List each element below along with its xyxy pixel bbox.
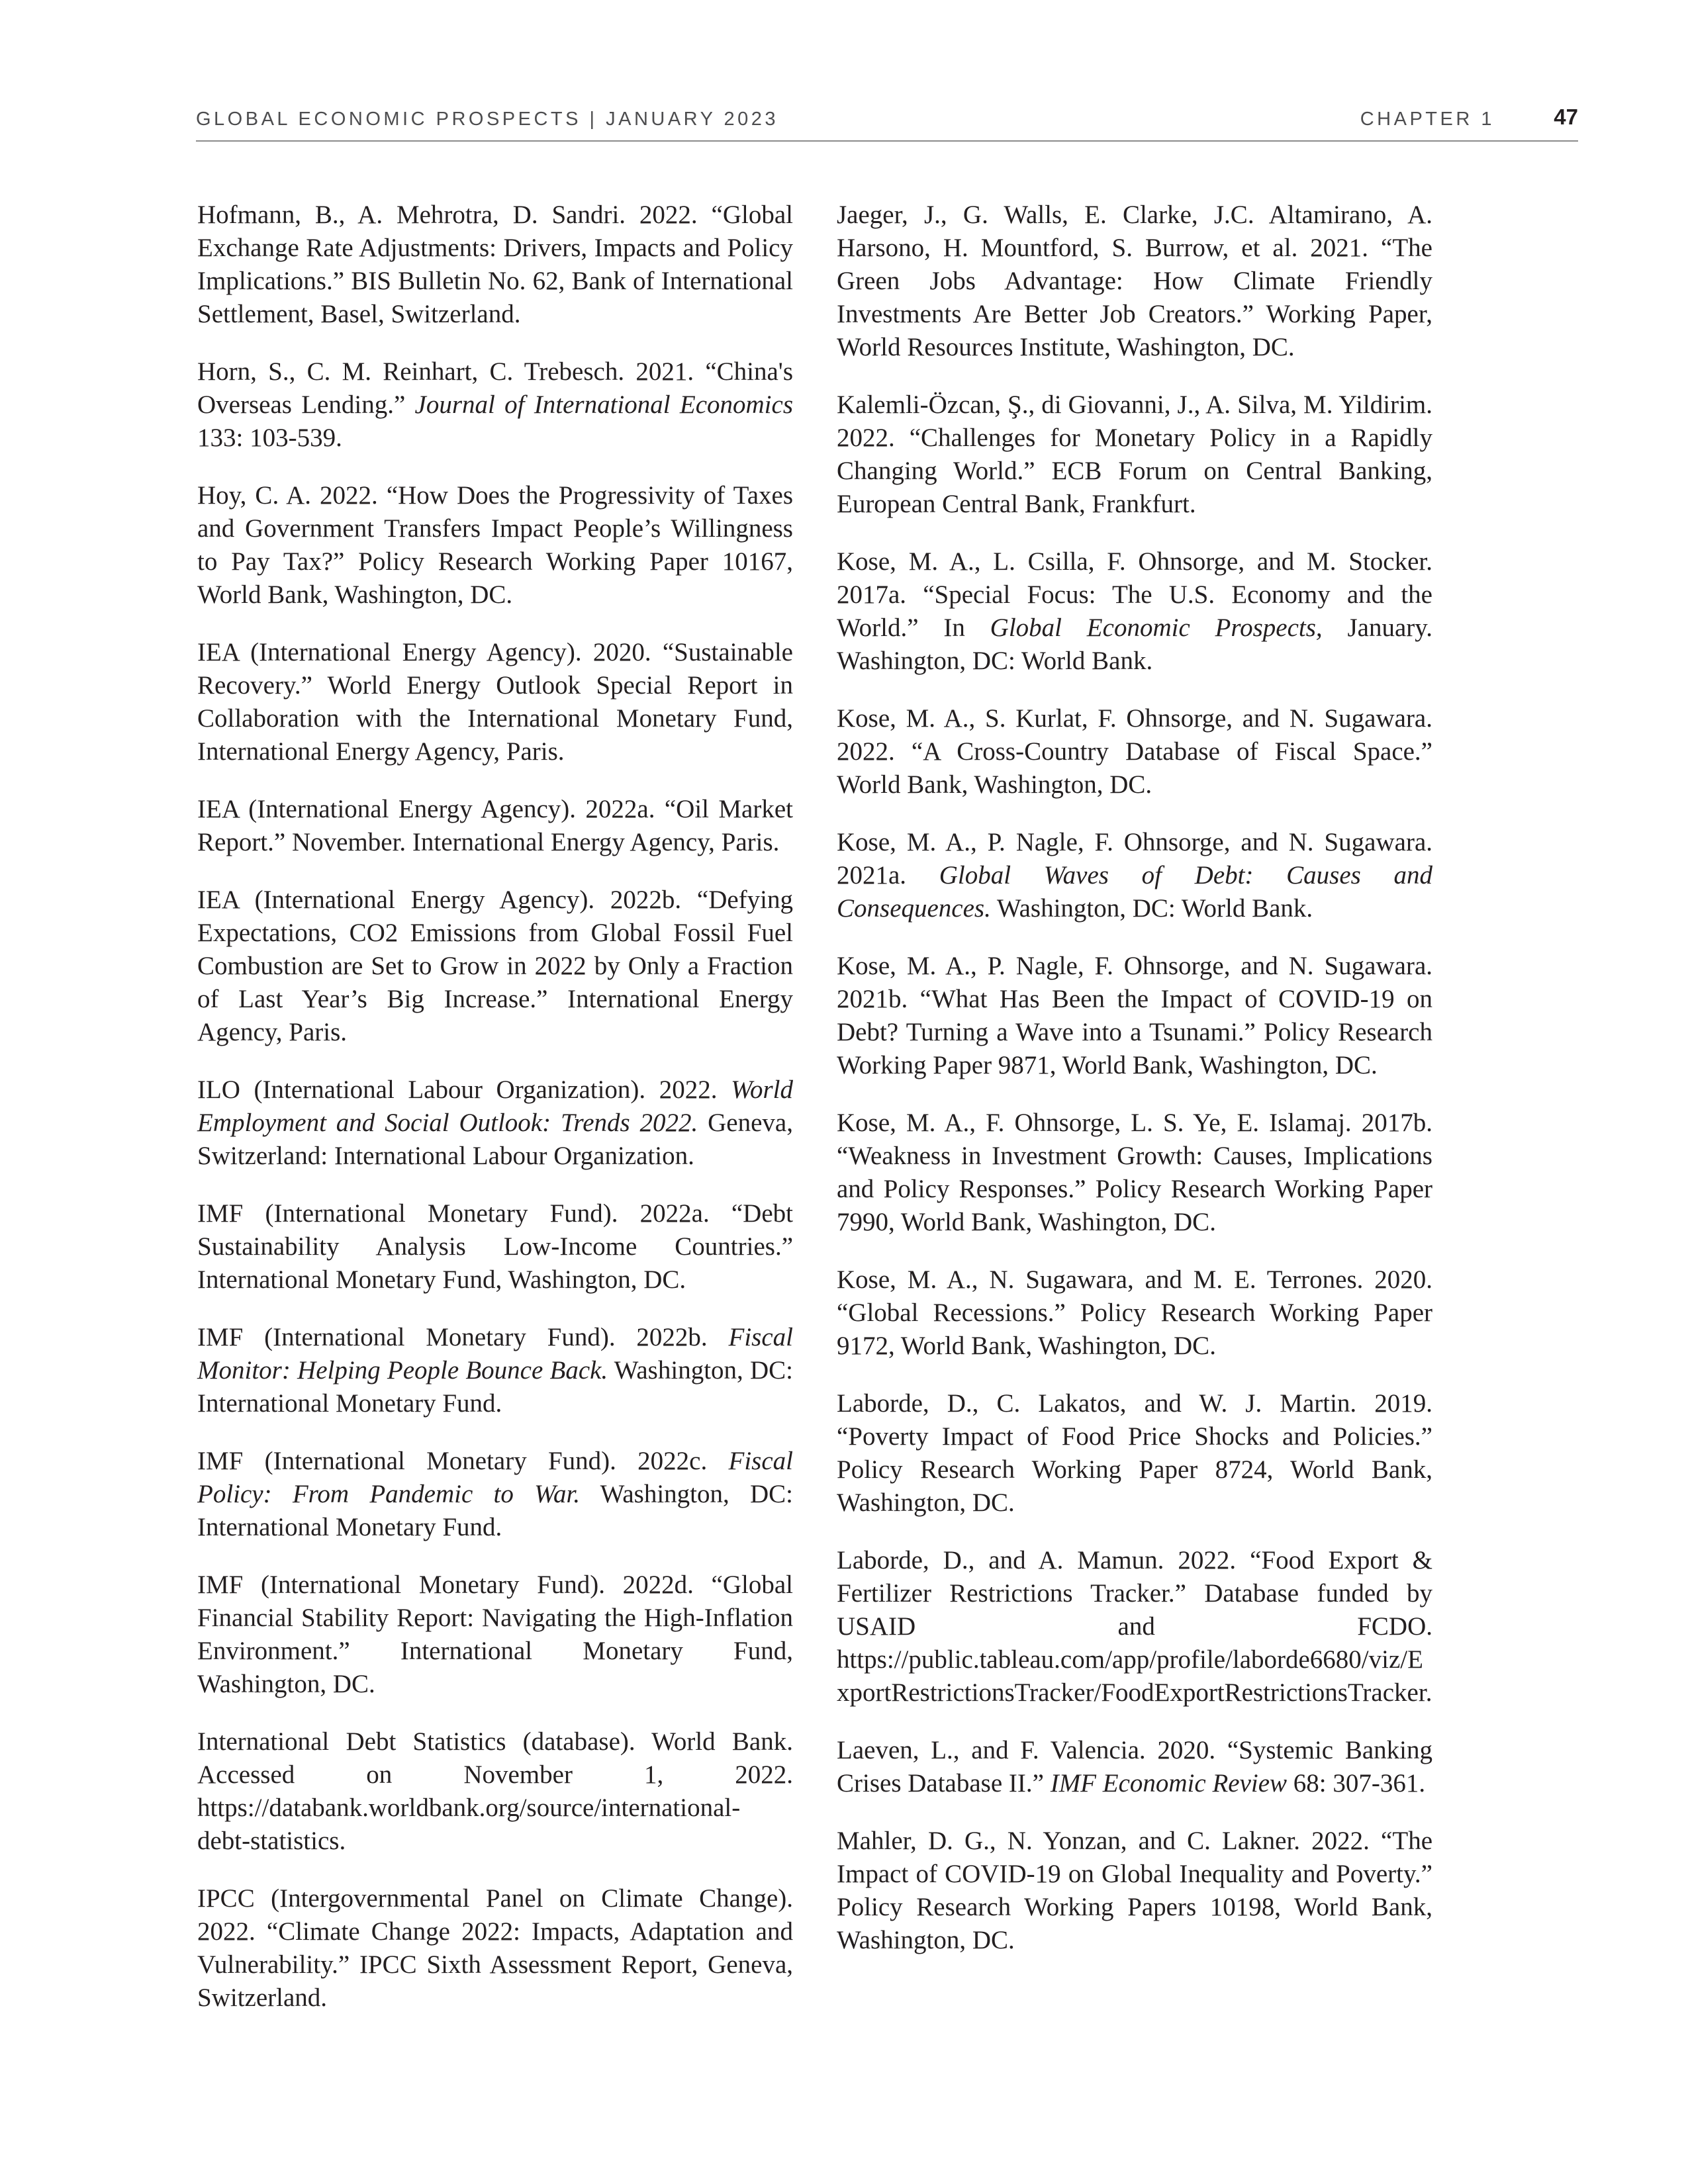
reference-entry: Kalemli-Özcan, Ş., di Giovanni, J., A. Silva, M. Yildirim. 2022. “Challenges for Monetary Policy in a Rapidly Changing World.” ECB Forum on Central Banking, European Central Bank, Frankfurt.: [837, 390, 1432, 518]
reference-entry: IEA (International Energy Agency). 2022b. “Defying Expectations, CO2 Emissions from Global Fossil Fuel Combustion are Set to Grow in 2022 by Only a Fraction of Last Year’s Big Increase.” International Energy Agency, Paris.: [197, 886, 793, 1046]
reference-entry: Laeven, L., and F. Valencia. 2020. “Systemic Banking Crises Database II.” IMF Economic Review 68: 307-361.: [837, 1736, 1432, 1797]
reference-entry: IMF (International Monetary Fund). 2022a. “Debt Sustainability Analysis Low-Income Countries.” International Monetary Fund, Washington, DC.: [197, 1199, 793, 1294]
reference-entry: IMF (International Monetary Fund). 2022c. Fiscal Policy: From Pandemic to War. Washington, DC: International Monetary Fund.: [197, 1447, 794, 1541]
reference-entry: Hoy, C. A. 2022. “How Does the Progressivity of Taxes and Government Transfers Impact People’s Willingness to Pay Tax?” Policy Research Working Paper 10167, World Bank, Washington, DC.: [197, 481, 793, 609]
page-header: [196, 105, 1578, 138]
reference-entry: Kose, M. A., F. Ohnsorge, L. S. Ye, E. Islamaj. 2017b. “Weakness in Investment Growth: Causes, Implications and Policy Responses.” Policy Research Working Paper 7990, World Bank, Washington, DC.: [837, 1109, 1432, 1236]
references-left-column: [197, 199, 793, 2039]
reference-entry: IEA (International Energy Agency). 2022a. “Oil Market Report.” November. International Energy Agency, Paris.: [197, 795, 793, 856]
references-right-column: [837, 199, 1432, 1981]
reference-entry: IMF (International Monetary Fund). 2022b. Fiscal Monitor: Helping People Bounce Back. Washington, DC: International Monetary Fund.: [197, 1323, 793, 1418]
page-number: 47: [1554, 105, 1578, 129]
reference-entry: IPCC (Intergovernmental Panel on Climate Change). 2022. “Climate Change 2022: Impacts, Adaptation and Vulnerability.” IPCC Sixth Assessment Report, Geneva, Switzerland.: [197, 1884, 793, 2012]
reference-entry: Kose, M. A., L. Csilla, F. Ohnsorge, and M. Stocker. 2017a. “Special Focus: The U.S. Economy and the World.” In Global Economic Prospects, January. Washington, DC: World Bank.: [837, 547, 1432, 675]
publication-title: GLOBAL ECONOMIC PROSPECTS | JANUARY 2023: [196, 109, 778, 130]
reference-entry: Jaeger, J., G. Walls, E. Clarke, J.C. Altamirano, A. Harsono, H. Mountford, S. Burrow, et al. 2021. “The Green Jobs Advantage: How Climate Friendly Investments Are Better Job Creators.” Working Paper, World Resources Institute, Washington, DC.: [837, 201, 1432, 361]
reference-entry: IEA (International Energy Agency). 2020. “Sustainable Recovery.” World Energy Outlook Special Report in Collaboration with the International Monetary Fund, International Energy Agency, Paris.: [197, 638, 793, 766]
reference-entry: Kose, M. A., S. Kurlat, F. Ohnsorge, and N. Sugawara. 2022. “A Cross-Country Database of Fiscal Space.” World Bank, Washington, DC.: [837, 704, 1432, 799]
reference-entry: Laborde, D., C. Lakatos, and W. J. Martin. 2019. “Poverty Impact of Food Price Shocks and Policies.” Policy Research Working Paper 8724, World Bank, Washington, DC.: [837, 1389, 1432, 1517]
chapter-label: CHAPTER 1: [1360, 109, 1495, 130]
reference-entry: Kose, M. A., P. Nagle, F. Ohnsorge, and N. Sugawara. 2021b. “What Has Been the Impact of COVID-19 on Debt? Turning a Wave into a Tsunami.” Policy Research Working Paper 9871, World Bank, Washington, DC.: [837, 952, 1432, 1079]
reference-entry: Kose, M. A., P. Nagle, F. Ohnsorge, and N. Sugawara. 2021a. Global Waves of Debt: Causes and Consequences. Washington, DC: World Bank.: [837, 828, 1432, 923]
header-divider: [196, 140, 1578, 142]
reference-entry: Laborde, D., and A. Mamun. 2022. “Food Export & Fertilizer Restrictions Tracker.” Database funded by USAID and FCDO. https://public.tableau.com/app/profile/laborde6680/viz/ExportRestrictionsTracker/FoodExportRestrictionsTracker.: [837, 1546, 1432, 1707]
reference-entry: Mahler, D. G., N. Yonzan, and C. Lakner. 2022. “The Impact of COVID-19 on Global Inequality and Poverty.” Policy Research Working Papers 10198, World Bank, Washington, DC.: [837, 1827, 1432, 1954]
reference-entry: Hofmann, B., A. Mehrotra, D. Sandri. 2022. “Global Exchange Rate Adjustments: Drivers, Impacts and Policy Implications.” BIS Bulletin No. 62, Bank of International Settlement, Basel, Switzerland.: [197, 201, 793, 328]
reference-entry: ILO (International Labour Organization). 2022. World Employment and Social Outlook: Trends 2022. Geneva, Switzerland: International Labour Organization.: [197, 1075, 793, 1170]
reference-entry: International Debt Statistics (database). World Bank. Accessed on November 1, 2022. https://databank.worldbank.org/source/international-debt-statistics.: [197, 1727, 793, 1855]
reference-entry: Horn, S., C. M. Reinhart, C. Trebesch. 2021. “China's Overseas Lending.” Journal of International Economics 133: 103-539.: [197, 357, 793, 452]
reference-entry: Kose, M. A., N. Sugawara, and M. E. Terrones. 2020. “Global Recessions.” Policy Research Working Paper 9172, World Bank, Washington, DC.: [837, 1265, 1432, 1360]
reference-entry: IMF (International Monetary Fund). 2022d. “Global Financial Stability Report: Navigating the High-Inflation Environment.” International Monetary Fund, Washington, DC.: [197, 1570, 793, 1698]
